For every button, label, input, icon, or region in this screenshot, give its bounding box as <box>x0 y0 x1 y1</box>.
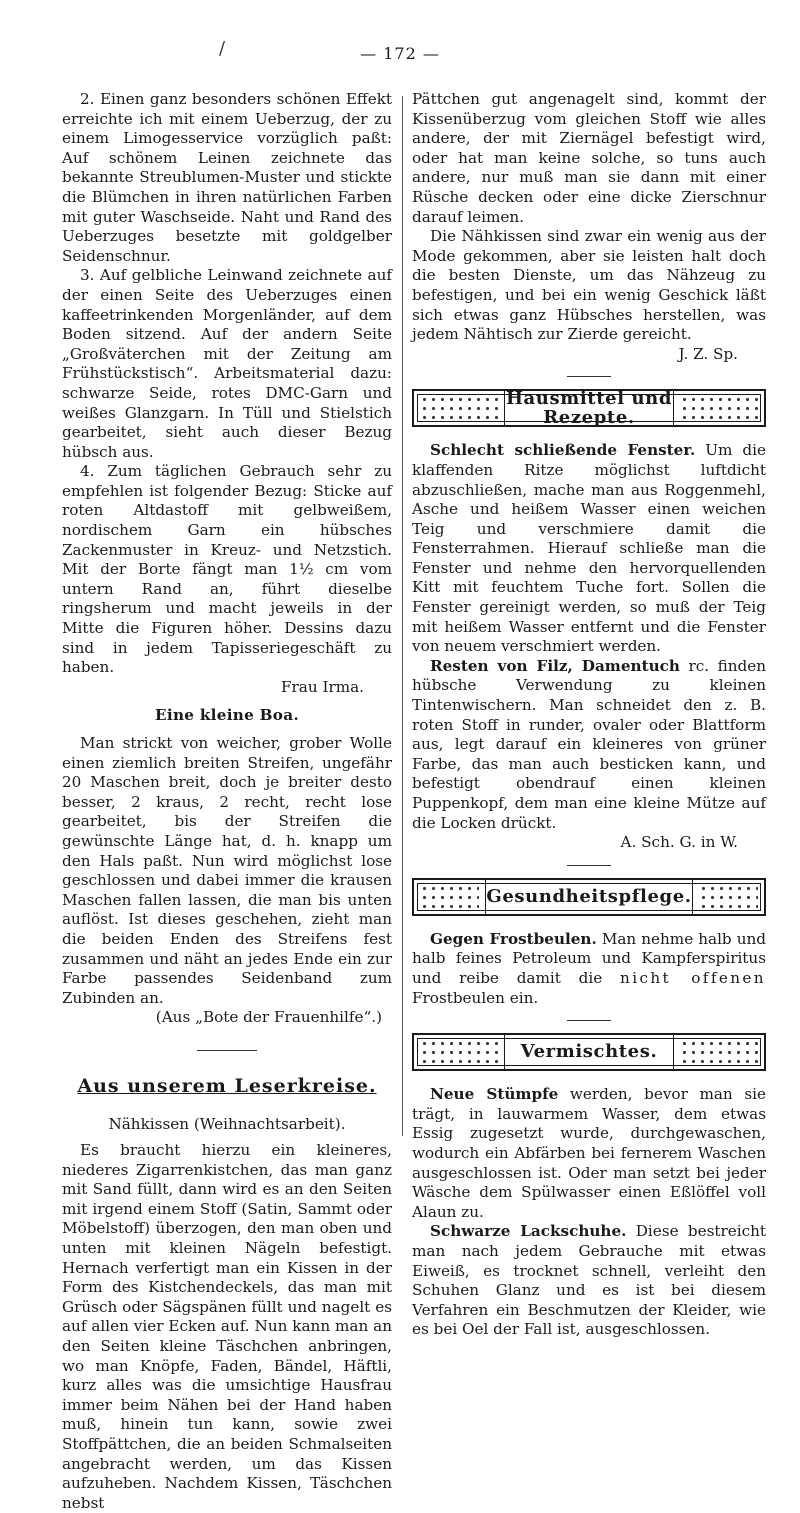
recipe-filz-body: rc. finden hübsche Verwendung zu kleinen Tintenwischern. Man schneidet den z. B. roten Stoff in runder, ovaler oder Blattform aus, legt darauf ein kleineres von grüner Farbe, das man auch besticken kann, und befestigt obendrauf einen kleinen Puppenkopf, dem man eine kleine Mütze auf die Locken drückt. <box>412 656 766 832</box>
health-frostbeulen-tail: Frostbeulen ein. <box>412 988 539 1007</box>
margin-pencil-mark: / <box>219 38 226 59</box>
banner-title-vermischtes: Vermischtes. <box>504 1035 674 1069</box>
health-frostbeulen-body: Man nehme halb und halb feines Petroleum und Kampferspiritus und reibe damit die <box>412 929 766 987</box>
signature-asch: A. Sch. G. in W. <box>620 833 738 852</box>
misc-struempfe-head: Neue Stümpfe <box>430 1085 559 1104</box>
health-frostbeulen <box>412 930 766 1008</box>
article-divider <box>567 376 611 377</box>
recipe-filz-head: Resten von Filz, Damentuch <box>430 656 680 675</box>
left-column <box>62 90 392 1513</box>
health-frostbeulen-head: Gegen Frostbeulen. <box>430 929 597 948</box>
banner-gesundheit <box>412 878 766 916</box>
heading-naehkissen: Nähkissen (Weihnachtsarbeit). <box>108 1114 346 1133</box>
recipe-filz <box>412 657 766 833</box>
banner-title-gesundheit: Gesundheitspflege. <box>485 880 692 914</box>
paragraph-naehkissen-mode: Die Nähkissen sind zwar ein wenig aus der Mode gekommen, aber sie leisten halt doch die besten Dienste, um das Nähzeug zu befestigen, und bei ein wenig Geschick läßt sich etwas ganz Hübsches herstellen, was jedem Nähtisch zur Zierde gereicht. <box>412 227 766 344</box>
paragraph-boa: Man strickt von weicher, grober Wolle einen ziemlich breiten Streifen, ungefähr 20 Maschen breit, doch je breiter desto besser, 2 kraus, 2 recht, recht lose gearbeitet, bis der Streifen die gewünschte Länge hat, d. h. knapp um den Hals paßt. Nun wird möglichst lose geschlossen und dabei immer die krausen Maschen fallen lassen, die man bis unten auflöst. Ist dieses geschehen, zieht man die beiden Enden des Streifens fest zusammen und näht an jedes Ende ein zur Farbe passendes Seidenband zum Zubinden an. <box>62 734 392 1007</box>
right-column <box>412 90 766 1340</box>
health-frostbeulen-emphasis: nicht offenen <box>620 968 766 987</box>
paragraph-pillow-cover-3: 3. Auf gelbliche Leinwand zeichnete auf der einen Seite des Ueberzuges einen kaffeetrinkenden Morgenländer, auf dem Boden sitzend. Auf der andern Seite „Großväterchen mit der Zeitung am Frühstückstisch“. Arbeitsmaterial dazu: schwarze Seide, rotes DMC-Garn und weißes Glanzgarn. In Tüll und Stielstich gearbeitet, sieht auch dieser Bezug hübsch aus. <box>62 266 392 461</box>
paragraph-pillow-cover-4: 4. Zum täglichen Gebrauch sehr zu empfehlen ist folgender Bezug: Sticke auf roten Altdastoff mit gelbweißem, nordischem Garn ein hübsches Zackenmuster in Kreuz- und Netzstich. Mit der Borte fängt man 1½ cm vom untern Rand an, führt dieselbe ringsherum und macht jeweils in der Mitte die Figuren höher. Dessins dazu sind in jedem Tapisseriegeschäft zu haben. <box>62 462 392 677</box>
misc-struempfe <box>412 1085 766 1222</box>
recipe-fenster-body: Um die klaffenden Ritze möglichst luftdicht abzuschließen, mache man aus Roggenmehl, Asche und heißem Wasser einen weichen Teig und verschmiere damit die Fensterrahmen. Hierauf schließe man die Fenster und nehme den hervorquellenden Kitt mit feuchtem Tuche fort. Sollen die Fenster gereinigt werden, so muß der Teig mit heißem Wasser entfernt und die Fenster von neuem verschmiert werden. <box>412 441 766 656</box>
signature-jzsp: J. Z. Sp. <box>678 344 738 363</box>
section-title-leserkreise: Aus unserem Leserkreise. <box>77 1074 377 1097</box>
misc-lackschuhe-body: Diese bestreicht man nach jedem Gebrauche mit etwas Eiweiß, es trocknet schnell, verleiht den Schuhen Glanz und es ist bei diesem Verfahren ein Beschmutzen der Kleider, wie es bei Oel der Fall ist, ausgeschlossen. <box>412 1222 766 1339</box>
paragraph-pillow-cover-2: 2. Einen ganz besonders schönen Effekt erreichte ich mit einem Ueberzug, der zu einem Limogesservice vorzüglich paßt: Auf schönem Leinen zeichnete das bekannte Streublumen-Muster und stickte die Blümchen in ihren natürlichen Farben mit guter Waschseide. Naht und Rand des Ueberzuges besetzte mit goldgelber Seidenschnur. <box>62 90 392 265</box>
article-divider <box>567 865 611 866</box>
recipe-fenster <box>412 441 766 657</box>
ornament-right-icon <box>680 395 758 421</box>
misc-struempfe-body: werden, bevor man sie trägt, in lauwarmem Wasser, dem etwas Essig zugesetzt wurde, durchgewaschen, wodurch ein Abfärben bei fernerem Waschen ausgeschlossen ist. Oder man setzt bei jeder Wäsche dem Spülwasser einen Eßlöffel voll Alaun zu. <box>412 1085 767 1221</box>
ornament-left-icon <box>420 395 498 421</box>
source-citation: (Aus „Bote der Frauenhilfe“.) <box>155 1008 382 1027</box>
ornament-right-icon <box>680 1039 758 1065</box>
article-divider <box>567 1020 611 1021</box>
signature-frau-irma: Frau Irma. <box>280 677 364 696</box>
ornament-right-icon <box>699 884 758 910</box>
recipe-fenster-head: Schlecht schließende Fenster. <box>430 441 696 460</box>
misc-lackschuhe-head: Schwarze Lackschuhe. <box>430 1222 627 1241</box>
heading-kleine-boa: Eine kleine Boa. <box>155 706 299 725</box>
column-divider <box>402 96 403 1136</box>
misc-lackschuhe <box>412 1222 766 1340</box>
section-divider <box>197 1050 257 1051</box>
ornament-left-icon <box>420 1039 498 1065</box>
banner-hausmittel <box>412 389 766 427</box>
ornament-left-icon <box>420 884 479 910</box>
page-number: — 172 — <box>360 44 440 63</box>
banner-vermischtes <box>412 1033 766 1071</box>
paragraph-naehkissen-cont: Pättchen gut angenagelt sind, kommt der Kissenüberzug vom gleichen Stoff wie alles andere, der mit Ziernägel befestigt wird, oder hat man keine solche, so tuns auch andere, nur muß man sie dann mit einer Rüsche decken oder eine dicke Zierschnur darauf leimen. <box>412 90 766 226</box>
paragraph-naehkissen: Es braucht hierzu ein kleineres, niederes Zigarrenkistchen, das man ganz mit Sand füllt, dann wird es an den Seiten mit irgend einem Stoff (Satin, Sammt oder Möbelstoff) überzogen, den man oben und unten mit kleinen Nägeln befestigt. Hernach verfertigt man ein Kissen in der Form des Kistchendeckels, das man mit Grüsch oder Sägspänen füllt und nagelt es auf allen vier Ecken auf. Nun kann man an den Seiten kleine Täschchen anbringen, wo man Knöpfe, Faden, Bändel, Häftli, kurz alles was die umsichtige Hausfrau immer beim Nähen bei der Hand haben muß, hinein tun kann, sowie zwei Stoffpättchen, die an beiden Schmalseiten angebracht werden, um das Kissen aufzuheben. Nachdem Kissen, Täschchen nebst <box>62 1141 392 1512</box>
banner-title-hausmittel: Hausmittel und Rezepte. <box>505 387 673 429</box>
